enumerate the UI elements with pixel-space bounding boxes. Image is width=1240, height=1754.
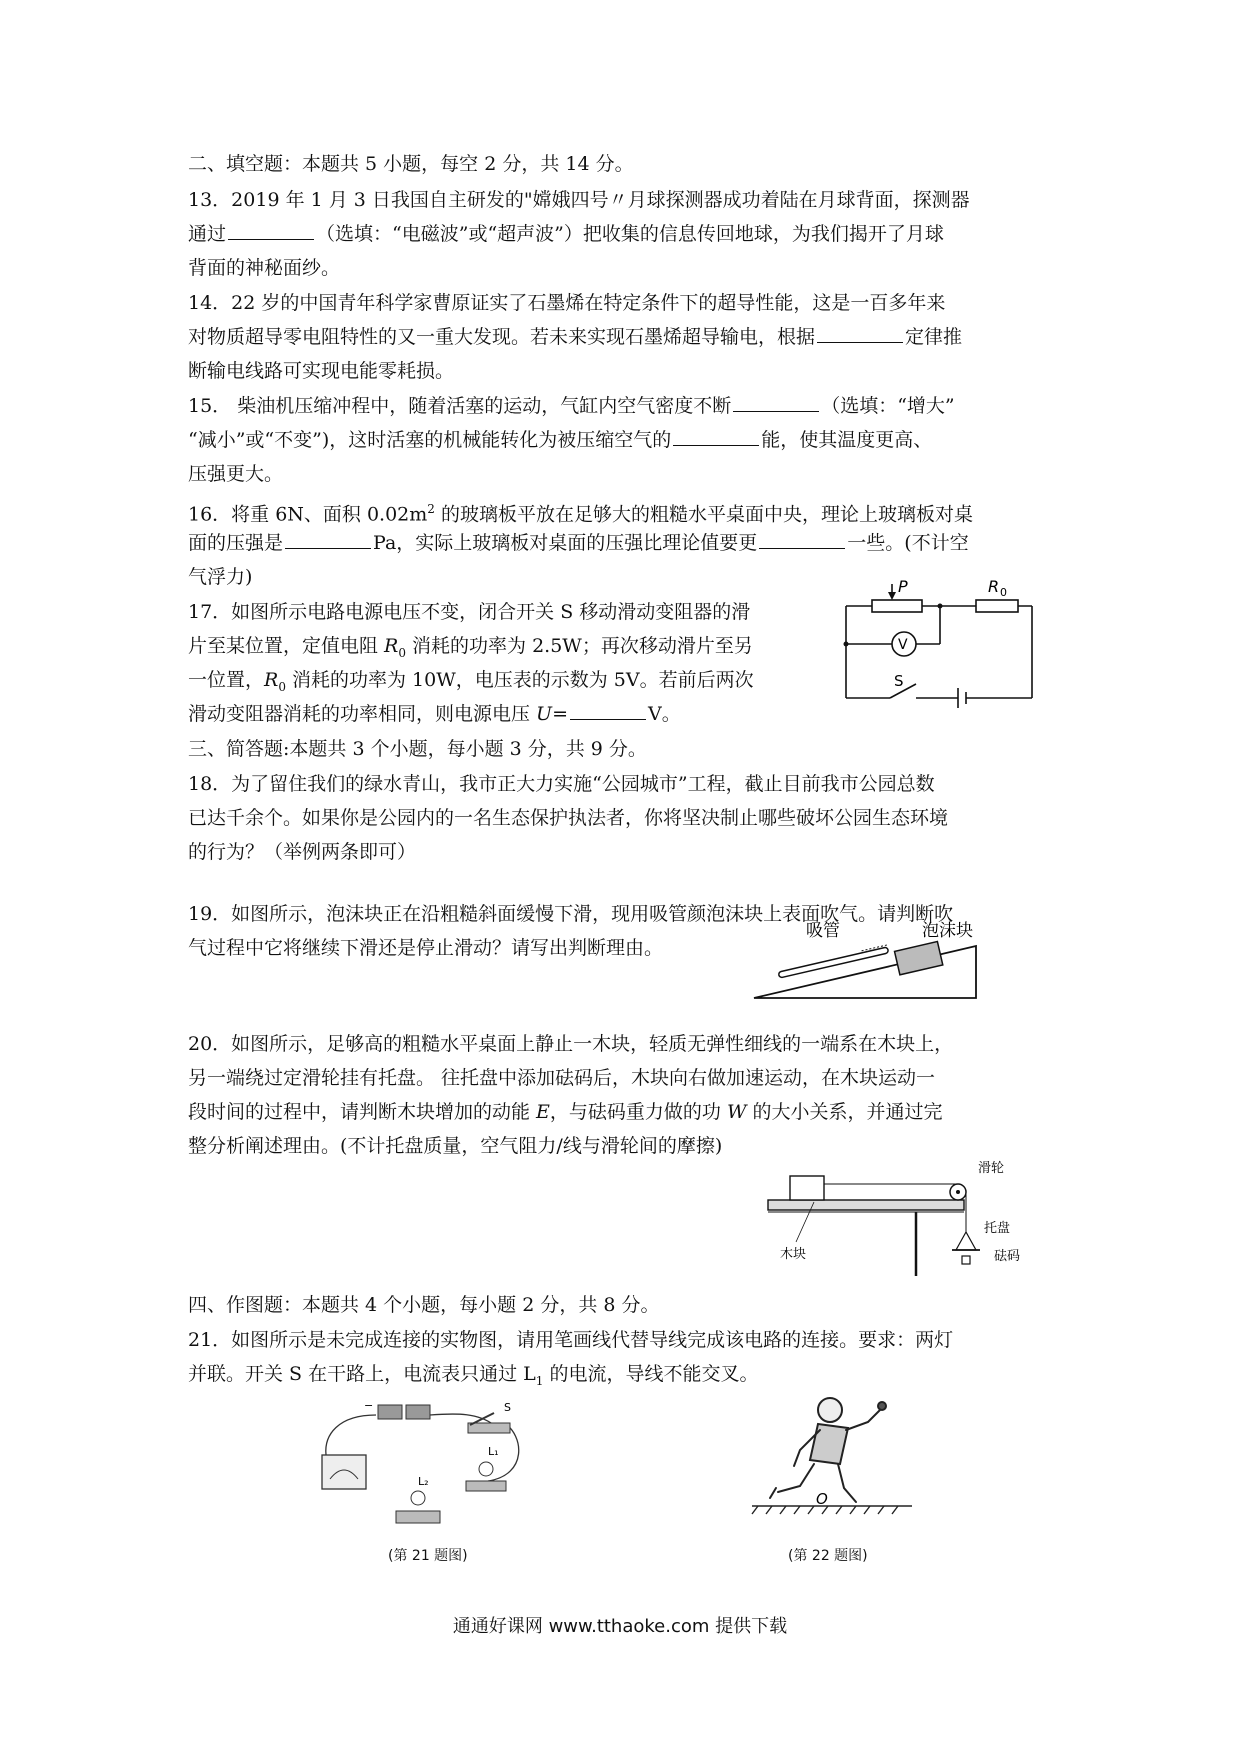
q15-line2: “减小”或“不变”)，这时活塞的机械能转化为被压缩空气的 能，使其温度更高、: [188, 429, 933, 451]
q16-blank1[interactable]: [285, 530, 371, 549]
label-v: V: [898, 637, 908, 653]
q17-line4: 滑动变阻器消耗的功率相同，则电源电压 U= V。: [188, 703, 681, 725]
q16-blank2[interactable]: [759, 530, 845, 549]
q21-circuit-diagram: [318, 1395, 548, 1533]
label-pulley: 滑轮: [978, 1161, 1005, 1176]
q22-runner-diagram: [748, 1394, 916, 1520]
q18-line1: 18．为了留住我们的绿水青山，我市正大力实施“公园城市”工程，截止目前我市公园总数: [188, 773, 935, 795]
q14-line2: 对物质超导零电阻特性的又一重大发现。若未来实现石墨烯超导输电，根据 定律推: [188, 326, 963, 348]
lamp-l2-bulb: [411, 1491, 425, 1505]
q17-circuit-diagram: [840, 578, 1040, 708]
q15-line1: 15． 柴油机压缩冲程中，随着活塞的运动，气缸内空气密度不断 （选填：“增大”: [188, 395, 955, 417]
q17-line3: 一位置，$R_0$ 消耗的功率为 10W，电压表的示数为 5V。若前后两次: [188, 669, 754, 694]
q20-pulley-diagram: [766, 1160, 1038, 1278]
fig22-caption: (第 22 题图): [788, 1548, 868, 1564]
q16-line2: 面的压强是 Pa，实际上玻璃板对桌面的压强比理论值要更 一些。(不计空: [188, 532, 969, 554]
straw-shape: [778, 947, 888, 978]
foam-block-shape: [895, 942, 943, 975]
label-foam: 泡沫块: [922, 921, 973, 941]
label-l1: L₁: [488, 1445, 499, 1458]
switch-shape: [468, 1423, 510, 1433]
label-straw: 吸管: [806, 921, 840, 941]
q14-line1: 14．22 岁的中国青年科学家曹原证实了石墨烯在特定条件下的超导性能，这是一百多年来: [188, 292, 946, 314]
lamp-l1-bulb: [479, 1462, 493, 1476]
q20-line4: 整分析阐述理由。(不计托盘质量，空气阻力/线与滑轮间的摩擦): [188, 1135, 723, 1157]
q19-incline-diagram: [750, 920, 982, 1000]
runner-head: [818, 1398, 842, 1422]
label-s: S: [894, 672, 904, 690]
lamp-l2-base: [396, 1511, 440, 1523]
lamp-l1-base: [466, 1481, 506, 1491]
q16-line1: 16．将重 6N、面积 $0.02m^2$ 的玻璃板平放在足够大的粗糙水平桌面中央，理论上玻璃板对桌: [188, 502, 973, 526]
weight-shape: [962, 1256, 970, 1264]
q20-line2: 另一端绕过定滑轮挂有托盘。 往托盘中添加砝码后，木块向右做加速运动，在木块运动一: [188, 1067, 936, 1089]
q13-line2: 通过 （选填：“电磁波”或“超声波”）把收集的信息传回地球，为我们揭开了月球: [188, 223, 944, 245]
rheostat-shape: [872, 600, 922, 612]
q15-line3: 压强更大。: [188, 463, 284, 485]
resistor-r0-shape: [976, 600, 1018, 612]
section3-heading: 三、简答题:本题共 3 个小题，每小题 3 分，共 9 分。: [188, 738, 647, 760]
q14-blank[interactable]: [817, 324, 903, 343]
q20-line3: 段时间的过程中，请判断木块增加的动能 E，与砝码重力做的功 W 的大小关系，并通过完: [188, 1101, 943, 1123]
q19-line1: 19．如图所示，泡沫块正在沿粗糙斜面缓慢下滑，现用吸管颜泡沫块上表面吹气。请判断吹: [188, 903, 954, 925]
q17-line2: 片至某位置，定值电阻 $R_0$ 消耗的功率为 2.5W；再次移动滑片至另: [188, 635, 753, 660]
label-switch-s: S: [504, 1401, 511, 1414]
q17-line1: 17．如图所示电路电源电压不变，闭合开关 S 移动滑动变阻器的滑: [188, 601, 751, 623]
q18-line3: 的行为？（举例两条即可）: [188, 841, 417, 863]
q21-line1: 21．如图所示是未完成连接的实物图，请用笔画线代替导线完成该电路的连接。要求：两灯: [188, 1329, 954, 1351]
q13-line3: 背面的神秘面纱。: [188, 257, 341, 279]
label-r0: R: [988, 578, 1000, 596]
section2-heading: 二、填空题：本题共 5 小题，每空 2 分，共 14 分。: [188, 153, 634, 175]
table-top-shape: [768, 1200, 964, 1210]
runner-body: [810, 1424, 848, 1464]
fig21-caption: (第 21 题图): [388, 1548, 468, 1564]
q15-blank1[interactable]: [733, 393, 819, 412]
q20-line1: 20．如图所示，足够高的粗糙水平桌面上静止一木块，轻质无弹性细线的一端系在木块上，: [188, 1033, 954, 1055]
section4-heading: 四、作图题：本题共 4 个小题，每小题 2 分，共 8 分。: [188, 1294, 660, 1316]
wood-block-shape: [790, 1176, 824, 1200]
q14-line3: 断输电线路可实现电能零耗损。: [188, 360, 455, 382]
label-r0-sub: 0: [1000, 586, 1007, 599]
q15-blank2[interactable]: [673, 427, 759, 446]
ammeter-shape: [322, 1455, 366, 1489]
q18-line2: 已达千余个。如果你是公园内的一名生态保护执法者，你将坚决制止哪些破坏公园生态环境: [188, 807, 949, 829]
q17-blank[interactable]: [570, 701, 646, 720]
label-o: O: [816, 1490, 828, 1508]
label-minus: −: [364, 1399, 374, 1412]
label-weight: 砝码: [994, 1249, 1021, 1264]
label-p: P: [898, 578, 908, 596]
footer-text: 通通好课网 www.tthaoke.com 提供下载: [452, 1616, 788, 1637]
label-block: 木块: [780, 1247, 807, 1262]
q21-line2: 并联。开关 S 在干路上，电流表只通过 $L_1$ 的电流，导线不能交叉。: [188, 1363, 759, 1388]
battery2-shape: [406, 1405, 430, 1419]
label-tray: 托盘: [984, 1221, 1011, 1236]
battery1-shape: [378, 1405, 402, 1419]
label-l2: L₂: [418, 1475, 429, 1488]
q13-line1: 13．2019 年 1 月 3 日我国自主研发的"嫦娥四号〃月球探测器成功着陆在月球背面，探测器: [188, 189, 970, 211]
q13-blank[interactable]: [228, 221, 314, 240]
q16-line3: 气浮力): [188, 566, 253, 588]
q19-line2: 气过程中它将继续下滑还是停止滑动？请写出判断理由。: [188, 937, 664, 959]
